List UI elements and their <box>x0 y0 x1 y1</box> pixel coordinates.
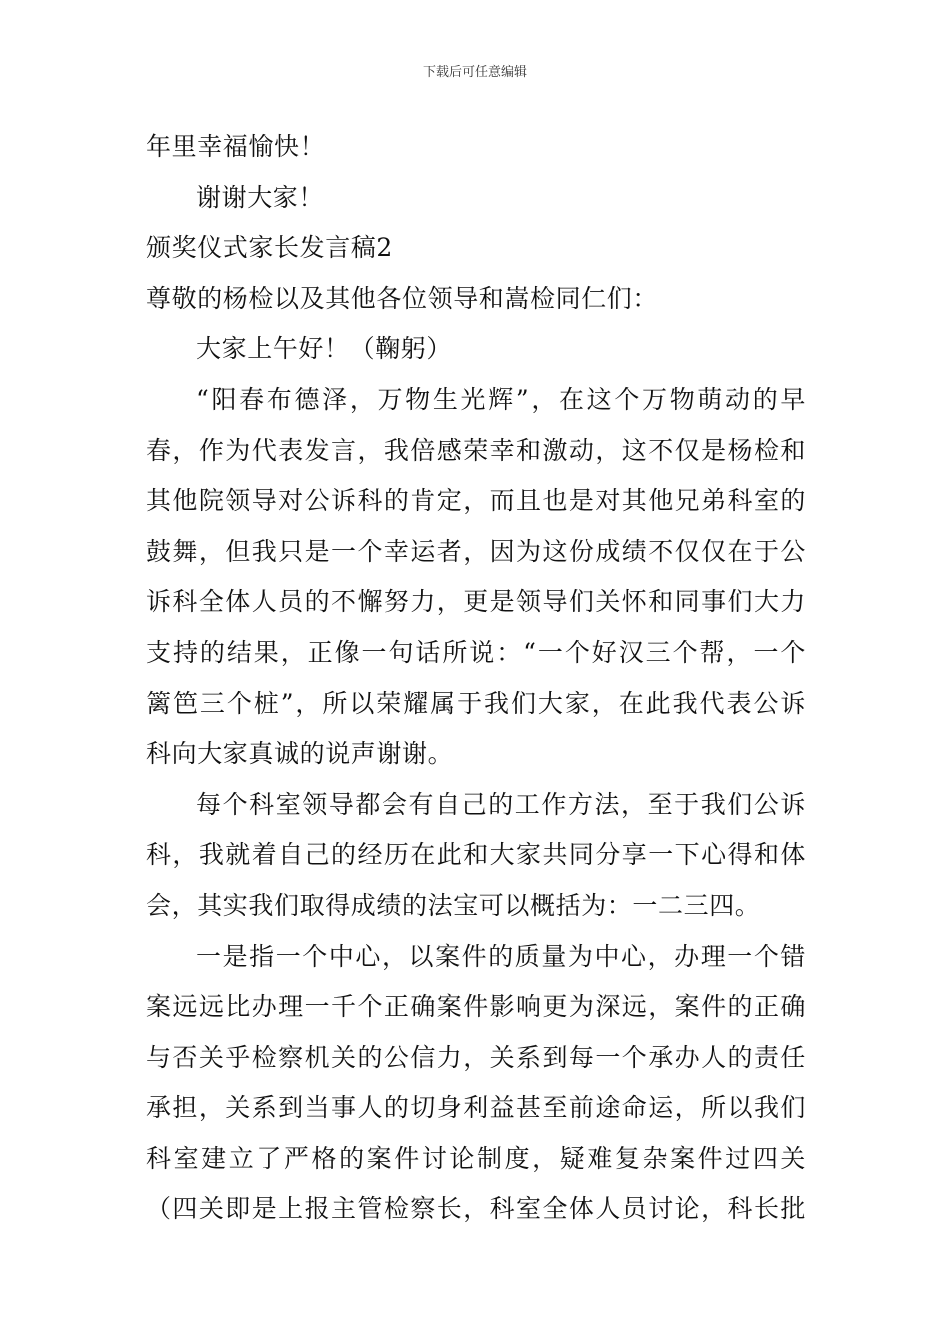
text-line: 科室建立了严格的案件讨论制度，疑难复杂案件过四关 <box>146 1143 806 1173</box>
text-line: 承担，关系到当事人的切身利益甚至前途命运，所以我们 <box>146 1093 806 1123</box>
page-header-note: 下载后可任意编辑 <box>422 65 527 80</box>
text-line: 每个科室领导都会有自己的工作方法，至于我们公诉 <box>196 789 806 819</box>
text-line: （四关即是上报主管检察长，科室全体人员讨论，科长批 <box>146 1194 806 1224</box>
text-line: 会，其实我们取得成绩的法宝可以概括为：一二三四。 <box>146 890 761 920</box>
text-line: 与否关乎检察机关的公信力，关系到每一个承办人的责任 <box>146 1042 806 1072</box>
text-line: 科，我就着自己的经历在此和大家共同分享一下心得和体 <box>146 840 806 870</box>
text-line: 其他院领导对公诉科的肯定，而且也是对其他兄弟科室的 <box>146 486 806 516</box>
text-line: 案远远比办理一千个正确案件影响更为深远，案件的正确 <box>146 992 806 1022</box>
text-line: 谢谢大家！ <box>196 182 325 212</box>
text-line: 年里幸福愉快！ <box>146 132 326 161</box>
text-line: 篱笆三个桩”，所以荣耀属于我们大家，在此我代表公诉 <box>146 688 806 718</box>
document-body <box>146 122 806 1235</box>
salutation: 尊敬的杨检以及其他各位领导和嵩检同仁们： <box>146 283 659 313</box>
text-line: 支持的结果，正像一句话所说：“一个好汉三个帮，一个 <box>146 637 806 667</box>
text-line: 大家上午好！（鞠躬） <box>196 334 453 364</box>
text-line: 科向大家真诚的说声谢谢。 <box>146 739 454 769</box>
text-line: 一是指一个中心，以案件的质量为中心，办理一个错 <box>196 941 806 971</box>
text-line: “阳春布德泽，万物生光辉”，在这个万物萌动的早 <box>196 384 806 414</box>
text-line: 春，作为代表发言，我倍感荣幸和激动，这不仅是杨检和 <box>146 435 806 465</box>
text-line: 诉科全体人员的不懈努力，更是领导们关怀和同事们大力 <box>146 587 806 617</box>
text-line: 鼓舞，但我只是一个幸运者，因为这份成绩不仅仅在于公 <box>146 536 806 566</box>
section-title: 颁奖仪式家长发言稿2 <box>146 233 393 263</box>
